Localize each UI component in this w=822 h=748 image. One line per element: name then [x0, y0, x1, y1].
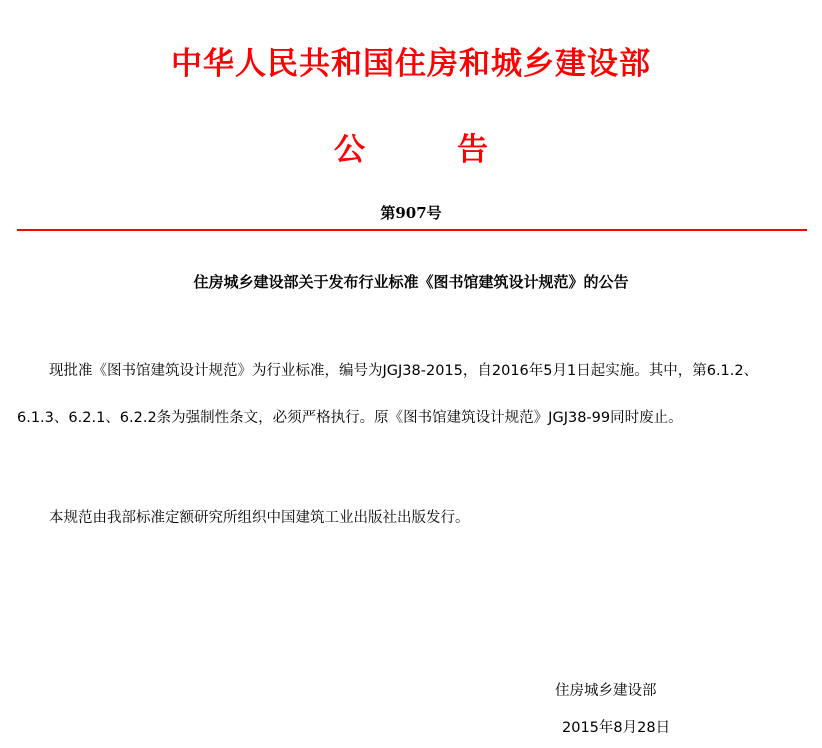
signature-date: 2015年8月28日 [562, 720, 671, 736]
issuing-authority-heading: 中华人民共和国住房和城乡建设部 [171, 46, 651, 82]
document-number: 第907号 [380, 204, 442, 222]
body-paragraph-publication: 本规范由我部标准定额研究所组织中国建筑工业出版社出版发行。 [49, 510, 470, 526]
notice-heading-char-1: 公 [334, 132, 365, 168]
notice-heading [0, 128, 822, 172]
body-paragraph-approval: 现批准《图书馆建筑设计规范》为行业标准，编号为JGJ38-2015，自2016年5月1日起实施。其中，第6.1.2、6.1.3、6.2.1、6.2.2条为强制性条文，必须严格执行。原《图书馆建筑设计规范》JGJ38-99同时废止。 [17, 363, 759, 426]
signature-issuer: 住房城乡建设部 [555, 683, 657, 699]
red-divider-line [17, 229, 807, 231]
notice-heading-char-2: 告 [457, 132, 488, 168]
announcement-title: 住房城乡建设部关于发布行业标准《图书馆建筑设计规范》的公告 [193, 273, 629, 291]
